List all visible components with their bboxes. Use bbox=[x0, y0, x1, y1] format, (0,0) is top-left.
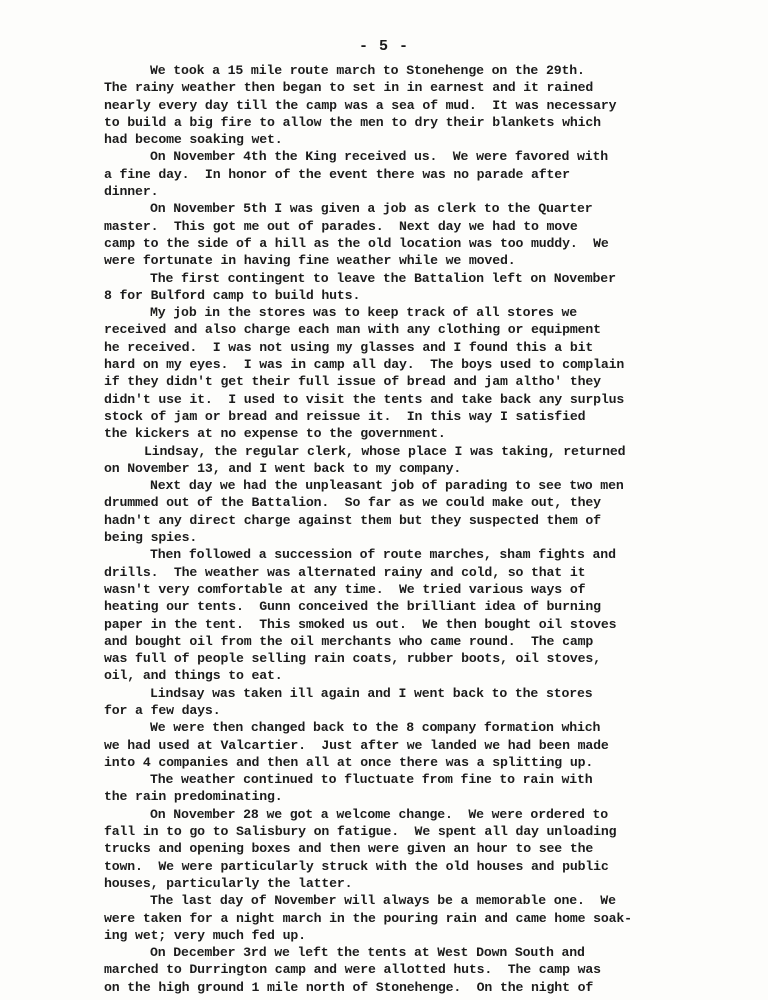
text-line: stock of jam or bread and reissue it. In this way I satisfied bbox=[104, 408, 586, 424]
text-line: the rain predominating. bbox=[104, 789, 283, 805]
text-line: My job in the stores was to keep track of all stores we bbox=[150, 305, 578, 321]
text-line: fall in to go to Salisbury on fatigue. We spent all day unloading bbox=[104, 824, 617, 840]
text-line: hard on my eyes. I was in camp all day. The boys used to complain bbox=[104, 357, 625, 373]
text-line: Lindsay, the regular clerk, whose place I was taking, returned bbox=[144, 443, 626, 459]
text-line: didn't use it. I used to visit the tents and take back any surplus bbox=[104, 391, 625, 407]
text-line: We were then changed back to the 8 company formation which bbox=[150, 720, 601, 736]
text-line: On November 4th the King received us. We were favored with bbox=[150, 149, 609, 165]
text-line: had become soaking wet. bbox=[104, 132, 283, 148]
text-line: if they didn't get their full issue of bread and jam altho' they bbox=[104, 374, 601, 390]
text-line: being spies. bbox=[104, 530, 198, 546]
text-line: Next day we had the unpleasant job of parading to see two men bbox=[150, 478, 624, 494]
text-line: The first contingent to leave the Battalion left on November bbox=[150, 270, 616, 286]
text-line: houses, particularly the latter. bbox=[104, 875, 353, 891]
text-line: nearly every day till the camp was a sea of mud. It was necessary bbox=[104, 97, 617, 113]
text-line: On December 3rd we left the tents at West Down South and bbox=[150, 945, 585, 961]
text-line: ing wet; very much fed up. bbox=[104, 927, 306, 943]
text-line: Then followed a succession of route marches, sham fights and bbox=[150, 547, 616, 563]
text-line: On November 5th I was given a job as clerk to the Quarter bbox=[150, 201, 593, 217]
text-line: Lindsay was taken ill again and I went back to the stores bbox=[150, 685, 593, 701]
text-line: On November 28 we got a welcome change. We were ordered to bbox=[150, 806, 609, 822]
text-line: were fortunate in having fine weather while we moved. bbox=[104, 253, 516, 269]
body-text bbox=[104, 62, 724, 996]
text-line: wasn't very comfortable at any time. We tried various ways of bbox=[104, 581, 586, 597]
text-line: was full of people selling rain coats, rubber boots, oil stoves, bbox=[104, 651, 601, 667]
text-line: the kickers at no expense to the government. bbox=[104, 426, 446, 442]
text-line: we had used at Valcartier. Just after we landed we had been made bbox=[104, 737, 609, 753]
text-line: camp to the side of a hill as the old location was too muddy. We bbox=[104, 235, 609, 251]
text-line: paper in the tent. This smoked us out. We then bought oil stoves bbox=[104, 616, 617, 632]
text-line: drummed out of the Battalion. So far as we could make out, they bbox=[104, 495, 601, 511]
text-line: he received. I was not using my glasses and I found this a bit bbox=[104, 339, 594, 355]
text-line: on November 13, and I went back to my company. bbox=[104, 460, 462, 476]
text-line: oil, and things to eat. bbox=[104, 668, 283, 684]
text-line: trucks and opening boxes and then were given an hour to see the bbox=[104, 841, 594, 857]
text-line: We took a 15 mile route march to Stonehenge on the 29th. bbox=[150, 63, 585, 78]
text-line: on the high ground 1 mile north of Stonehenge. On the night of bbox=[104, 979, 594, 995]
text-line: marched to Durrington camp and were allotted huts. The camp was bbox=[104, 962, 601, 978]
text-line: hadn't any direct charge against them but they suspected them of bbox=[104, 512, 601, 528]
text-line: The rainy weather then began to set in in earnest and it rained bbox=[104, 80, 594, 96]
text-line: and bought oil from the oil merchants who came round. The camp bbox=[104, 633, 594, 649]
text-line: heating our tents. Gunn conceived the brilliant idea of burning bbox=[104, 599, 601, 615]
text-line: received and also charge each man with any clothing or equipment bbox=[104, 322, 601, 338]
text-line: were taken for a night march in the pouring rain and came home soak- bbox=[104, 910, 632, 926]
text-line: town. We were particularly struck with the old houses and public bbox=[104, 858, 609, 874]
text-line: drills. The weather was alternated rainy and cold, so that it bbox=[104, 564, 586, 580]
text-line: for a few days. bbox=[104, 702, 221, 718]
text-line: 8 for Bulford camp to build huts. bbox=[104, 287, 361, 303]
text-line: master. This got me out of parades. Next day we had to move bbox=[104, 218, 578, 234]
text-line: to build a big fire to allow the men to dry their blankets which bbox=[104, 114, 601, 130]
text-line: The weather continued to fluctuate from fine to rain with bbox=[150, 772, 593, 788]
text-line: dinner. bbox=[104, 184, 159, 200]
page-number: - 5 - bbox=[358, 38, 409, 55]
text-line: a fine day. In honor of the event there was no parade after bbox=[104, 166, 570, 182]
text-line: The last day of November will always be a memorable one. We bbox=[150, 893, 616, 909]
text-line: into 4 companies and then all at once there was a splitting up. bbox=[104, 754, 594, 770]
